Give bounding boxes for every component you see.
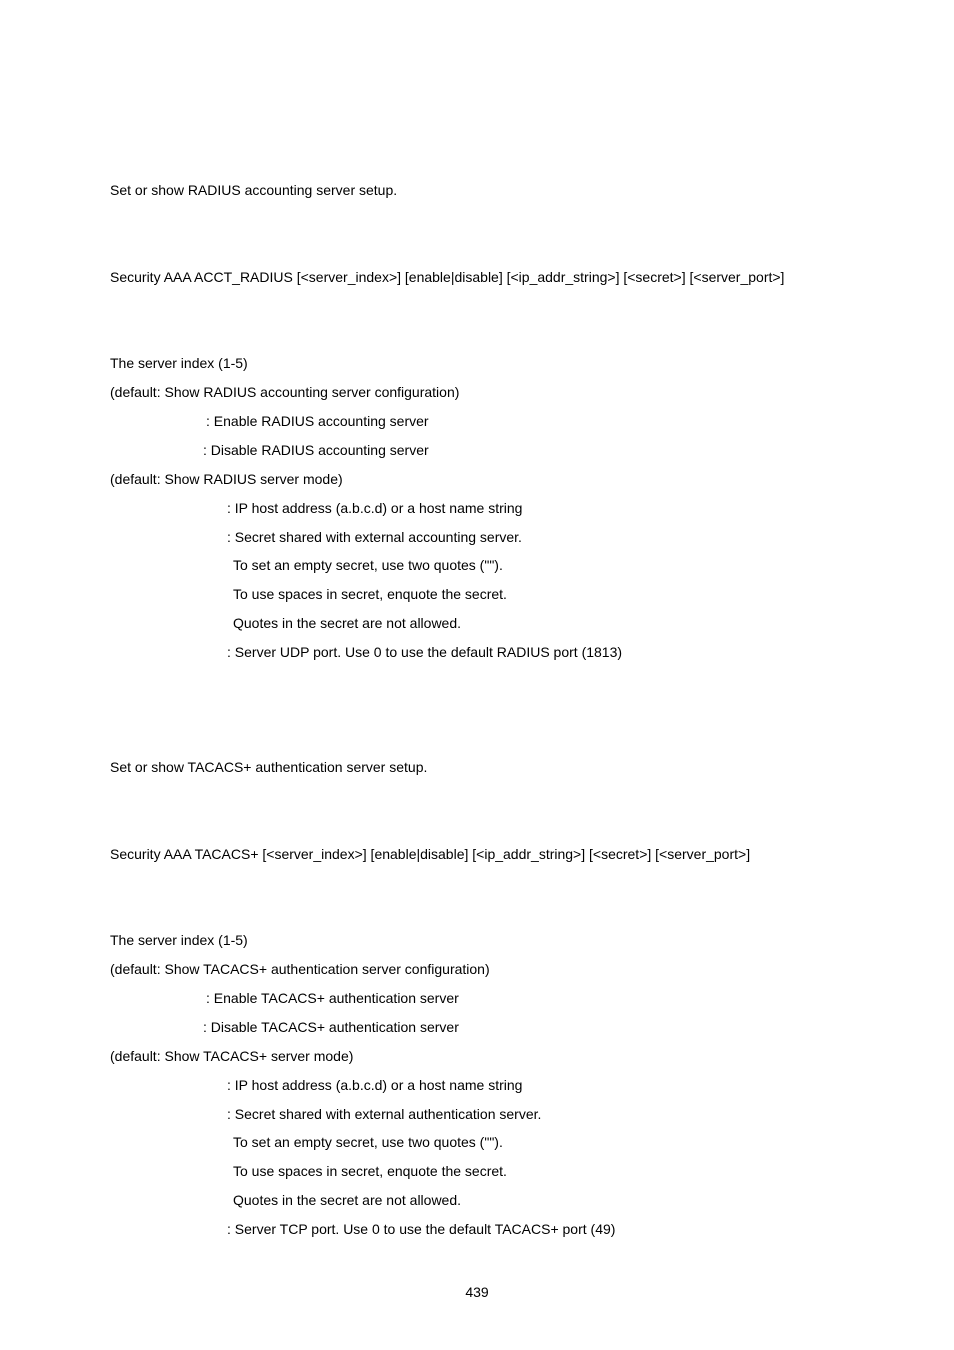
radius-param-secret: : Secret shared with external accounting server. — [227, 529, 522, 545]
tacacs-syntax: Security AAA TACACS+ [<server_index>] [enable|disable] [<ip_addr_string>] [<secret>] [<server_port>] — [110, 846, 751, 862]
radius-param-mode-default: (default: Show RADIUS server mode) — [110, 471, 343, 487]
tacacs-param-secret-spaces: To use spaces in secret, enquote the secret. — [233, 1163, 507, 1179]
tacacs-param-ip-addr: : IP host address (a.b.c.d) or a host name string — [227, 1077, 523, 1093]
radius-param-ip-addr: : IP host address (a.b.c.d) or a host name string — [227, 500, 523, 516]
tacacs-param-mode-default: (default: Show TACACS+ server mode) — [110, 1048, 354, 1064]
tacacs-param-server-port: : Server TCP port. Use 0 to use the default TACACS+ port (49) — [227, 1221, 616, 1237]
tacacs-param-secret-empty: To set an empty secret, use two quotes (""). — [233, 1134, 503, 1150]
radius-param-secret-spaces: To use spaces in secret, enquote the secret. — [233, 586, 507, 602]
tacacs-param-server-index: The server index (1-5) — [110, 932, 248, 948]
radius-param-secret-empty: To set an empty secret, use two quotes (""). — [233, 557, 503, 573]
tacacs-param-server-index-default: (default: Show TACACS+ authentication server configuration) — [110, 961, 490, 977]
radius-description: Set or show RADIUS accounting server setup. — [110, 182, 398, 198]
radius-param-disable: : Disable RADIUS accounting server — [203, 442, 429, 458]
radius-param-secret-quotes: Quotes in the secret are not allowed. — [233, 615, 462, 631]
radius-param-server-port: : Server UDP port. Use 0 to use the default RADIUS port (1813) — [227, 644, 623, 660]
radius-param-server-index: The server index (1-5) — [110, 355, 248, 371]
tacacs-param-disable: : Disable TACACS+ authentication server — [203, 1019, 459, 1035]
tacacs-description: Set or show TACACS+ authentication server setup. — [110, 759, 428, 775]
tacacs-param-enable: : Enable TACACS+ authentication server — [206, 990, 459, 1006]
radius-param-server-index-default: (default: Show RADIUS accounting server configuration) — [110, 384, 460, 400]
page-number: 439 — [465, 1284, 489, 1300]
tacacs-param-secret: : Secret shared with external authentication server. — [227, 1106, 542, 1122]
radius-syntax: Security AAA ACCT_RADIUS [<server_index>] [enable|disable] [<ip_addr_string>] [<secret>] [<server_port>] — [110, 269, 785, 285]
tacacs-param-secret-quotes: Quotes in the secret are not allowed. — [233, 1192, 462, 1208]
radius-param-enable: : Enable RADIUS accounting server — [206, 413, 429, 429]
